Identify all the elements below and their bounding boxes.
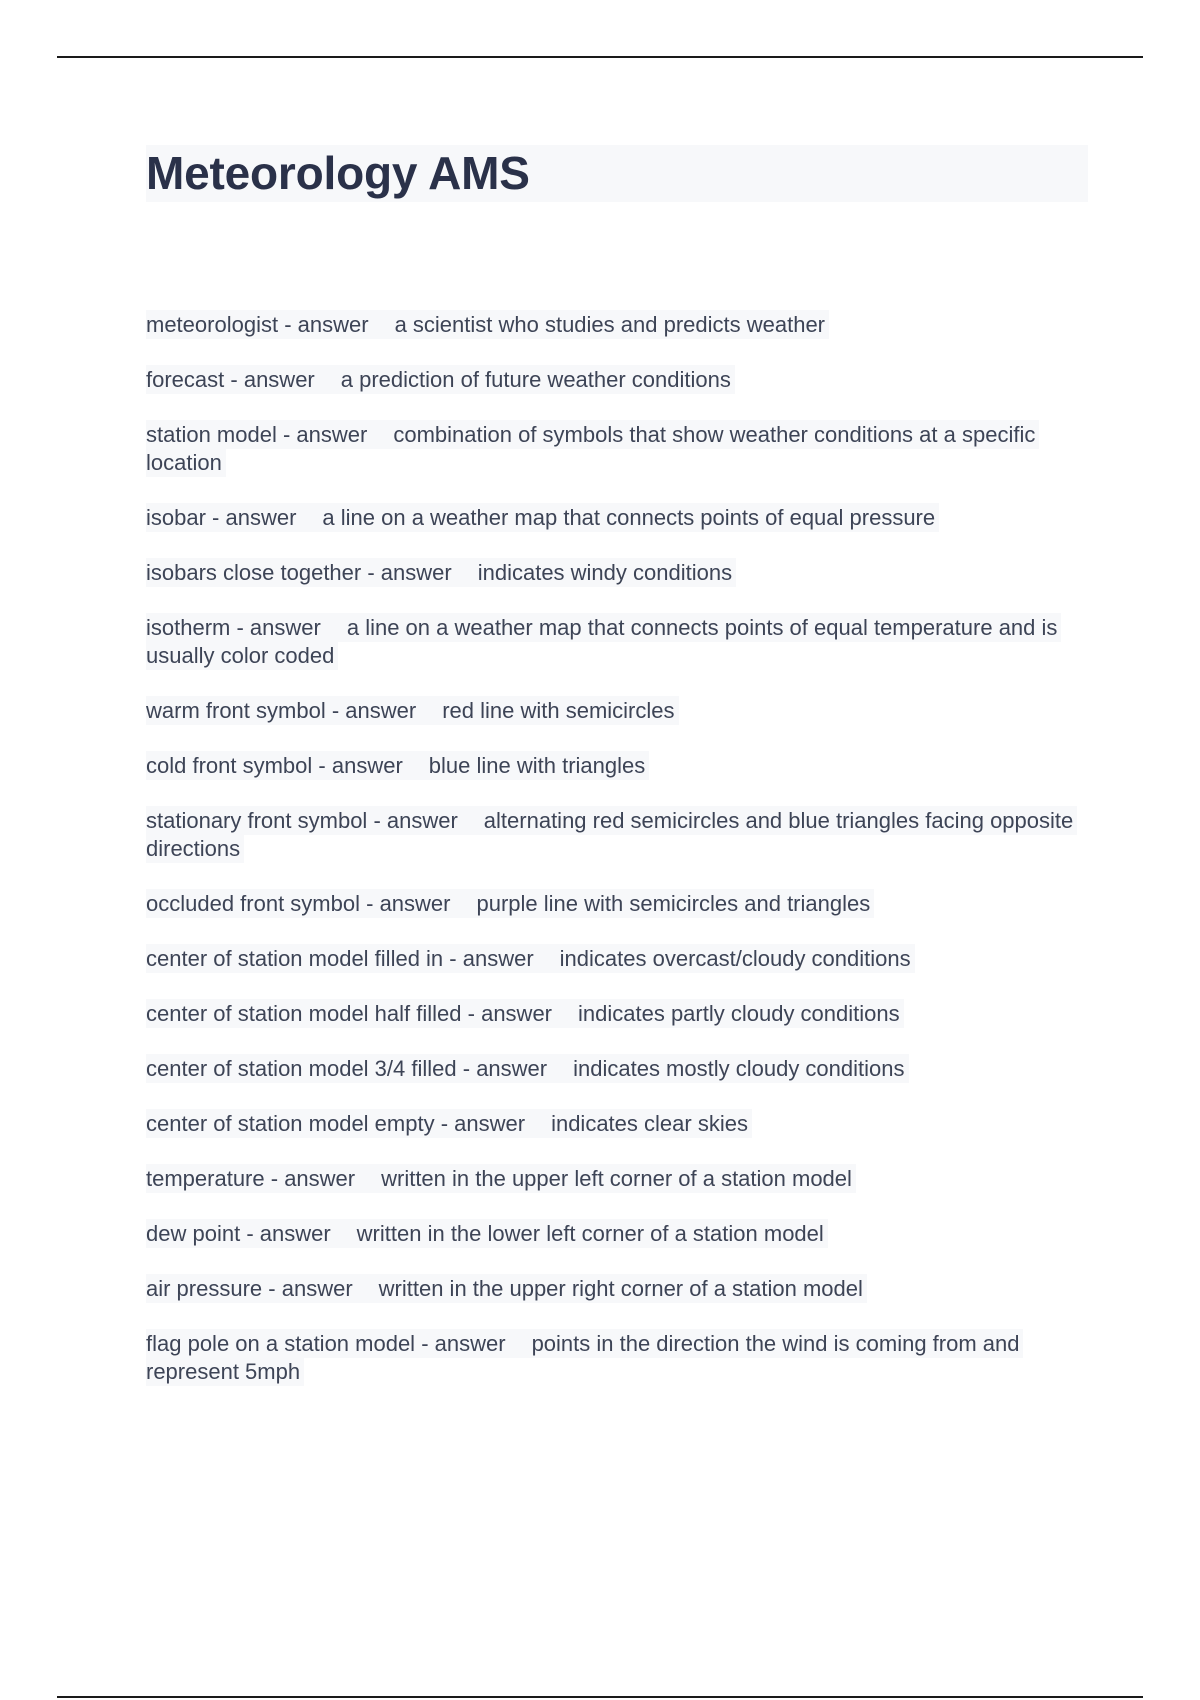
qa-separator: - answer (462, 1056, 548, 1081)
qa-line (146, 944, 915, 973)
qa-term: isobar (146, 505, 206, 530)
qa-term: isobars close together (146, 560, 362, 585)
qa-answer: written in the upper right corner of a station model (378, 1276, 863, 1301)
qa-item (146, 1055, 1086, 1083)
qa-item (146, 421, 1086, 477)
qa-separator: - answer (230, 367, 315, 392)
qa-separator: - answer (367, 560, 452, 585)
qa-answer: indicates clear skies (551, 1111, 748, 1136)
qa-line (146, 613, 1061, 670)
document-title: Meteorology AMS (146, 147, 530, 199)
qa-term: temperature (146, 1166, 265, 1191)
qa-term: occluded front symbol (146, 891, 360, 916)
qa-item (146, 807, 1086, 863)
qa-item (146, 1275, 1086, 1303)
qa-answer: blue line with triangles (428, 753, 646, 778)
qa-term: center of station model filled in (146, 946, 444, 971)
qa-item (146, 1165, 1086, 1193)
qa-answer: indicates windy conditions (477, 560, 733, 585)
qa-separator: - answer (212, 505, 297, 530)
qa-answer: a line on a weather map that connects points of equal temperature and is usually color coded (146, 615, 1058, 668)
qa-term: meteorologist (146, 312, 279, 337)
qa-answer: indicates mostly cloudy conditions (573, 1056, 905, 1081)
qa-separator: - answer (373, 808, 458, 833)
qa-line (146, 1329, 1023, 1386)
qa-separator: - answer (284, 312, 369, 337)
qa-term: stationary front symbol (146, 808, 368, 833)
bottom-rule (57, 1696, 1143, 1698)
qa-line (146, 1164, 856, 1193)
qa-line (146, 696, 679, 725)
qa-line (146, 558, 736, 587)
qa-separator: - answer (331, 698, 417, 723)
qa-separator: - answer (467, 1001, 552, 1026)
qa-term: isotherm (146, 615, 231, 640)
qa-answer: a prediction of future weather conditions (340, 367, 731, 392)
qa-item (146, 614, 1086, 670)
qa-item (146, 311, 1086, 339)
top-rule (57, 56, 1143, 58)
qa-answer: alternating red semicircles and blue triangles facing opposite directions (146, 808, 1074, 861)
qa-item (146, 697, 1086, 725)
qa-item (146, 1330, 1086, 1386)
qa-line (146, 806, 1077, 863)
qa-answer: written in the lower left corner of a station model (356, 1221, 824, 1246)
qa-answer: red line with semicircles (442, 698, 675, 723)
qa-line (146, 310, 829, 339)
qa-separator: - answer (246, 1221, 331, 1246)
qa-list (146, 311, 1086, 1413)
qa-line (146, 503, 939, 532)
qa-answer: a scientist who studies and predicts weather (394, 312, 826, 337)
qa-term: warm front symbol (146, 698, 326, 723)
qa-separator: - answer (421, 1331, 506, 1356)
qa-separator: - answer (440, 1111, 526, 1136)
qa-term: center of station model empty (146, 1111, 435, 1136)
qa-separator: - answer (318, 753, 403, 778)
qa-item (146, 1110, 1086, 1138)
qa-item (146, 945, 1086, 973)
qa-term: cold front symbol (146, 753, 313, 778)
qa-line (146, 1054, 909, 1083)
qa-line (146, 1109, 752, 1138)
qa-term: forecast (146, 367, 225, 392)
qa-item (146, 1000, 1086, 1028)
qa-answer: indicates partly cloudy conditions (578, 1001, 900, 1026)
qa-term: flag pole on a station model (146, 1331, 416, 1356)
qa-answer: purple line with semicircles and triangles (476, 891, 871, 916)
qa-separator: - answer (449, 946, 534, 971)
qa-answer: a line on a weather map that connects points of equal pressure (322, 505, 936, 530)
qa-item (146, 890, 1086, 918)
qa-term: air pressure (146, 1276, 263, 1301)
qa-item (146, 752, 1086, 780)
qa-term: center of station model half filled (146, 1001, 462, 1026)
qa-line (146, 889, 874, 918)
qa-answer: combination of symbols that show weather conditions at a specific location (146, 422, 1036, 475)
qa-separator: - answer (282, 422, 368, 447)
qa-answer: written in the upper left corner of a station model (381, 1166, 852, 1191)
qa-line (146, 751, 649, 780)
qa-separator: - answer (366, 891, 451, 916)
qa-term: dew point (146, 1221, 241, 1246)
qa-line (146, 1274, 867, 1303)
qa-answer: indicates overcast/cloudy conditions (559, 946, 911, 971)
qa-item (146, 1220, 1086, 1248)
qa-term: station model (146, 422, 277, 447)
qa-line (146, 999, 904, 1028)
qa-answer: points in the direction the wind is coming from and represent 5mph (146, 1331, 1020, 1384)
qa-item (146, 366, 1086, 394)
qa-item (146, 559, 1086, 587)
qa-line (146, 365, 735, 394)
qa-line (146, 1219, 828, 1248)
qa-separator: - answer (236, 615, 321, 640)
qa-separator: - answer (270, 1166, 356, 1191)
qa-separator: - answer (268, 1276, 353, 1301)
qa-item (146, 504, 1086, 532)
qa-line (146, 420, 1039, 477)
qa-term: center of station model 3/4 filled (146, 1056, 457, 1081)
